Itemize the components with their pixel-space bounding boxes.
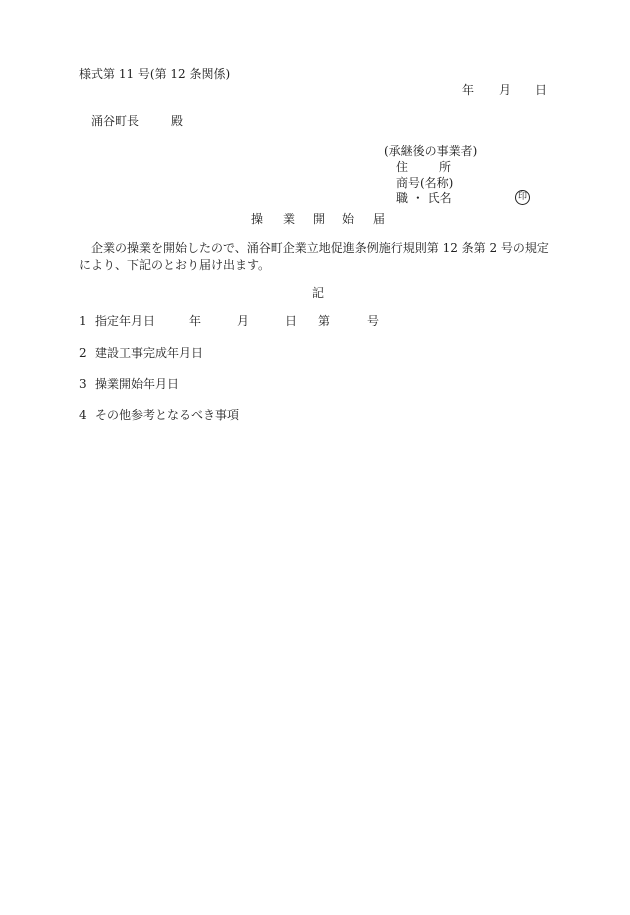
title-char-4: 始 bbox=[342, 212, 355, 226]
title-char-1: 操 bbox=[251, 212, 264, 226]
body-text: 企業の操業を開始したので、涌谷町企業立地促進条例施行規則第 12 条第 2 号の規定により、下記のとおり届け出ます。 bbox=[79, 241, 549, 272]
item-part-go: 号 bbox=[367, 314, 380, 328]
item-number: 3 bbox=[79, 377, 87, 391]
title-char-3: 開 bbox=[313, 212, 326, 226]
addressee-name: 涌谷町長 bbox=[91, 114, 140, 128]
item-part-day: 日 bbox=[285, 314, 298, 328]
title-char-5: 届 bbox=[373, 212, 386, 226]
address-label-first: 住 bbox=[396, 160, 409, 174]
title-char-2: 業 bbox=[283, 212, 296, 226]
ki-heading: 記 bbox=[312, 286, 325, 300]
item-label: 指定年月日 bbox=[95, 314, 156, 328]
address-label-second: 所 bbox=[439, 160, 452, 174]
item-part-month: 月 bbox=[237, 314, 250, 328]
title-name-label: 職 ・ 氏名 bbox=[396, 191, 452, 205]
form-number: 様式第 11 号(第 12 条関係) bbox=[79, 67, 231, 81]
item-number: 2 bbox=[79, 346, 87, 360]
body-paragraph bbox=[79, 240, 559, 274]
item-label: その他参考となるべき事項 bbox=[95, 408, 240, 422]
applicant-heading: (承継後の事業者) bbox=[384, 144, 478, 158]
date-month-unit: 月 bbox=[499, 83, 512, 97]
item-part-year: 年 bbox=[189, 314, 202, 328]
item-label: 操業開始年月日 bbox=[95, 377, 180, 391]
date-day-unit: 日 bbox=[535, 83, 548, 97]
item-part-dai: 第 bbox=[318, 314, 331, 328]
seal-mark: 印 bbox=[515, 190, 530, 205]
item-number: 4 bbox=[79, 408, 87, 422]
addressee-honorific: 殿 bbox=[171, 114, 184, 128]
item-number: 1 bbox=[79, 314, 87, 328]
date-year-unit: 年 bbox=[462, 83, 475, 97]
item-label: 建設工事完成年月日 bbox=[95, 346, 204, 360]
trade-name-label: 商号(名称) bbox=[396, 176, 454, 190]
